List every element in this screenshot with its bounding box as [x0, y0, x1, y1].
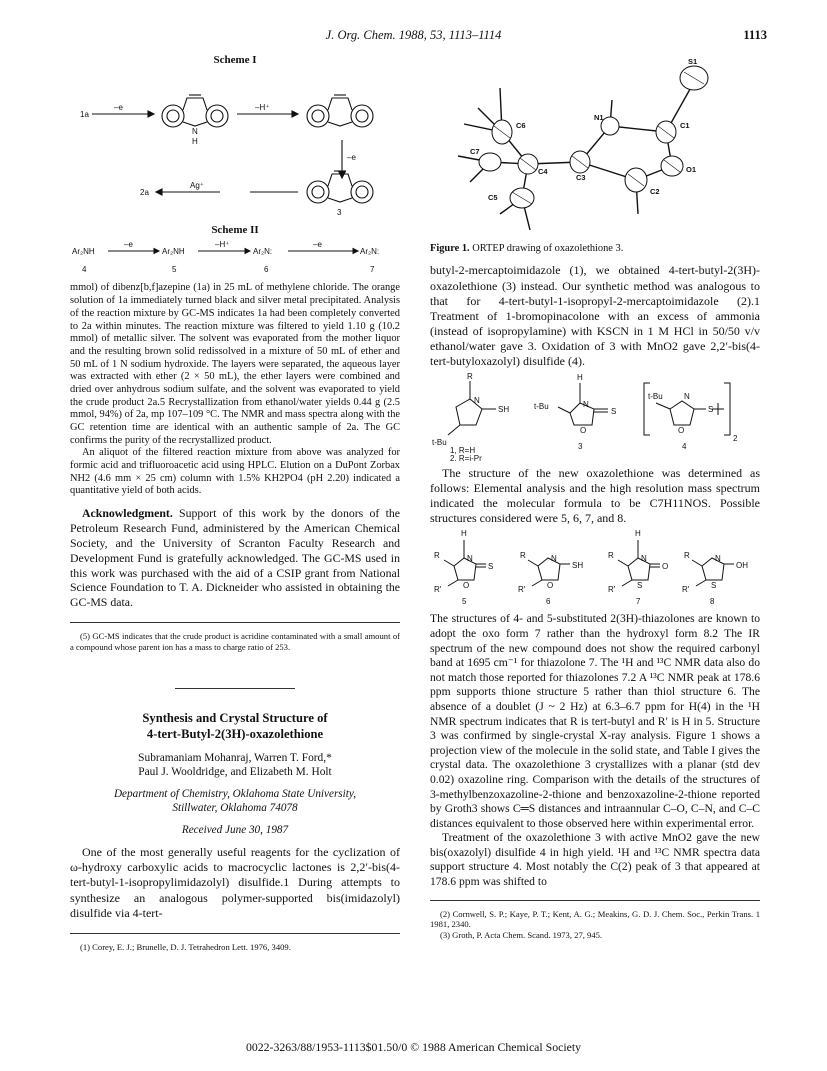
struct-b-n6: N [551, 554, 557, 564]
scheme2-species-5: Ar₂NH [162, 247, 185, 257]
left-column [70, 54, 400, 952]
struct-b-rp6: R′ [518, 585, 526, 595]
label-h: H [192, 136, 198, 146]
scheme-2-drawing [70, 238, 400, 278]
struct-a-r: R [467, 372, 473, 382]
acknowledgment-body: Support of this work by the donors of the Petroleum Research Fund, administered by the American Chemical Society, and the University of Scranton Faculty Research and Development Fund is gratefully acknowledged. The GC-MS used in this work was purchased with the aid of a CSIP grant from National Science Foundation to T. A. Dickneider who assisted in obtaining the GC-MS data. [70, 506, 400, 610]
footnote-2: (2) Cornwell, S. P.; Kaye, P. T.; Kent, A. G.; Meakins, G. D. J. Chem. Soc., Perkin Trans. 1 1981, 2340. [430, 908, 760, 930]
struct-a-lab1: 1, R=H [450, 446, 476, 456]
footnote-rule-2 [70, 933, 400, 934]
right-paragraph-2: The structure of the new oxazolethione was determined as follows: Elemental analysis and the high resolution mass spectrum indicated the molecular formula to be C7H11NOS. Possible structures considered were 5, 6, 7, and 8. [430, 465, 760, 525]
page-header [0, 28, 827, 44]
scheme-1-drawing [70, 68, 400, 218]
article-separator [175, 688, 295, 689]
footnote-rule [70, 622, 400, 623]
scheme2-arrow-label-2: –H⁺ [215, 240, 230, 250]
right-paragraph-1: butyl-2-mercaptoimidazole (1), we obtained 4-tert-butyl-2(3H)-oxazolethione (3) instead. Our synthetic method was analogous to that for 4-tert-butyl-1-isopropyl-2-mercaptoimidazole (2).1 Treatment of 1-bromopinacolone with an excess of ammonia (instead of isopropylamine) with KSCN in 1 M HCl in 50/50 v/v ethanol/water gave 3. Oxidation of 3 with MnO2 gave 2,2′-bis(4-tert-butyloxazolyl) disulfide (4). [430, 263, 760, 369]
scheme2-number-4: 4 [82, 265, 87, 275]
struct-b-o5: O [463, 581, 470, 591]
received-date: Received June 30, 1987 [181, 824, 289, 837]
struct-a-sub2: 2 [733, 434, 738, 444]
struct-a-tbu-4: t-Bu [648, 392, 663, 402]
figure-1-caption [430, 242, 760, 255]
struct-b-oh8: OH [736, 561, 748, 571]
struct-b-n7: N [641, 554, 647, 564]
scheme2-species-4: Ar₂NH [72, 247, 95, 257]
scheme2-number-6: 6 [264, 265, 269, 275]
article-title-line-1: Synthesis and Crystal Structure of [142, 711, 328, 726]
intro-paragraph: One of the most generally useful reagents for the cyclization of ω-hydroxy carboxylic acids to macrocyclic lactones is 2,2′-bis(4-tert-butyl-1-isopropylimidazolyl) disulfide.1 During attempts to synthesize an analogous polymer-supported bis(imidazolyl) disulfide via 4-tert- [70, 845, 400, 920]
struct-b-r8: R [684, 551, 690, 561]
atom-label-c5: C5 [488, 193, 498, 202]
atom-label-n1: N1 [594, 113, 604, 122]
struct-a-tbu-1: t-Bu [432, 438, 447, 448]
atom-label-c1: C1 [680, 121, 690, 130]
atom-label-c7: C7 [470, 147, 480, 156]
struct-a-lab2: 2, R=i-Pr [450, 454, 482, 462]
figure-1-ortep-drawing [430, 54, 760, 234]
left-paragraph-2: An aliquot of the filtered reaction mixture from above was analyzed for formic acid and trifluoroacetic acid using HPLC. Elution on a DuPont Zorbax NH2 (4.6 mm × 25 cm) column with 1.5% KH2PO4 (pH 2.20) indicated a quantitative yield of both acids. [70, 447, 400, 497]
right-paragraph-3: The structures of 4- and 5-substituted 2(3H)-thiazolones are known to adopt the oxo form 7 rather than the hydroxyl form 8.2 The IR spectrum of the new compound does not show the required carbonyl band at 1695 cm⁻¹ for thiazolone 7. The ¹H and ¹³C NMR data also do not match those reported for thiazolones 7.2 A ¹³C NMR peak at 178.6 ppm supports thione structure 5 rather than thiol structure 6. The absence of a doublet (J ~ 2 Hz) at 6.3–6.7 ppm for H(4) in the ¹H NMR spectrum indicates that R is tert-butyl and R′ is H in 5. Structure 3 was confirmed by single-crystal X-ray analysis. Figure 1 shows a projection view of the molecule in the solid state, and Table I gives the crystal data. The oxazolethione 3 crystallizes with a planar (std dev 0.02) oxazoline ring. Comparison with the details of the structures of 3-methylbenzoxazoline-2-thione and benzoxazoline-2-thione reported by Groth3 shows C═S distances and intraannular C–O, C–N, and C–C distances equivalent to those observed here within experimental error. [430, 612, 760, 830]
structures-1-4 [430, 369, 760, 461]
struct-b-s7: S [637, 581, 643, 591]
struct-b-num8: 8 [710, 597, 715, 607]
struct-a-n4: N [684, 392, 690, 402]
struct-b-o6: O [547, 581, 554, 591]
scheme2-species-7: Ar₂N: [360, 247, 380, 257]
struct-a-s4: S [708, 405, 714, 415]
structures-5-8 [430, 526, 760, 608]
atom-label-o1: O1 [686, 165, 697, 174]
struct-a-n3: N [583, 400, 589, 410]
struct-b-s8: S [711, 581, 717, 591]
struct-a-s3: S [611, 407, 617, 417]
footnote-5: (5) GC-MS indicates that the crude product is acridine contaminated with a small amount of a compound whose parent ion has a mass to charge ratio of 253. [70, 631, 400, 652]
affiliation-line-2: Stillwater, Oklahoma 74078 [172, 802, 298, 815]
footnote-rule-3 [430, 900, 760, 901]
struct-a-n1: N [474, 396, 480, 406]
arrow-label-h1: –H⁺ [255, 102, 270, 112]
struct-b-n5: N [467, 554, 473, 564]
scheme2-arrow-label-1: –e [124, 240, 133, 250]
atom-label-c4: C4 [538, 167, 548, 176]
struct-b-num6: 6 [546, 597, 551, 607]
struct-a-sh: SH [498, 405, 510, 415]
struct-b-sh6: SH [572, 561, 584, 571]
scheme2-arrow-label-3: –e [313, 240, 322, 250]
struct-b-rp7: R′ [608, 585, 616, 595]
scheme-2-title: Scheme II [211, 224, 259, 237]
struct-b-o7: O [662, 562, 669, 572]
label-2a: 2a [140, 187, 149, 197]
struct-b-rp8: R′ [682, 585, 690, 595]
struct-b-num5: 5 [462, 597, 467, 607]
footnote-3: (3) Groth, P. Acta Chem. Scand. 1973, 27, 945. [440, 929, 603, 940]
scheme2-species-6: Ar₂N: [253, 247, 273, 257]
struct-b-h5: H [461, 529, 467, 539]
arrow-label-e2: –e [347, 152, 356, 162]
struct-b-n8: N [715, 554, 721, 564]
scheme2-number-7: 7 [370, 265, 375, 275]
figure-1-caption-head: Figure 1. [430, 243, 470, 255]
struct-a-num4: 4 [682, 442, 687, 452]
acknowledgment [70, 506, 400, 610]
journal-citation: J. Org. Chem. 1988, 53, 1113–1114 [325, 28, 502, 42]
struct-b-r7: R [608, 551, 614, 561]
article-title-line-2: 4-tert-Butyl-2(3H)-oxazolethione [146, 726, 324, 741]
scheme-1-title: Scheme I [213, 54, 257, 66]
acknowledgment-heading: Acknowledgment. [82, 506, 173, 521]
page-footer: 0022-3263/88/1953-1113$01.50/0 © 1988 American Chemical Society [245, 1040, 582, 1054]
arrow-label-ag: Ag⁺ [190, 180, 205, 190]
struct-a-o3: O [580, 426, 587, 436]
struct-b-rp5: R′ [434, 585, 442, 595]
struct-a-num3: 3 [578, 442, 583, 452]
label-3: 3 [337, 207, 342, 217]
struct-a-tbu-3: t-Bu [534, 402, 549, 412]
atom-label-c3: C3 [576, 173, 586, 182]
footnote-1: (1) Corey, E. J.; Brunelle, D. J. Tetrahedron Lett. 1976, 3409. [80, 941, 291, 952]
struct-b-num7: 7 [636, 597, 641, 607]
right-column [430, 54, 760, 940]
figure-1-caption-body: ORTEP drawing of oxazolethione 3. [472, 243, 624, 255]
right-paragraph-4: Treatment of the oxazolethione 3 with active MnO2 gave the new bis(oxazolyl) disulfide 4 in high yield. ¹H and ¹³C NMR spectra data support structure 4. Most notably the C(2) peak of 3 that appeared at 178.6 ppm was shifted to [430, 831, 760, 889]
left-paragraph-1: mmol) of dibenz[b,f]azepine (1a) in 25 mL of methylene chloride. The orange solution of 1a immediately turned black and silver metal precipitated. Analysis of the reaction mixture by GC-MS indicates 1a had been completely converted to 2a within minutes. The reaction mixture was filtered to yield 1.10 g (10.2 mmol) of metallic silver. The solvent was evaporated from the mother liquor and the resulting brown solid redissolved in a mixture of 50 mL of ether and 50 mL of 1 N sodium hydroxide. The layers were separated, the aqueous layer was extracted with ether (2 × 50 mL), the ether layers were combined and dried over anhydrous sodium sulfate, and the solvent was evaporated to yield the crude product 2a.5 Recrystallization from ethanol/water yields 0.44 g (2.5 mmol, 94%) of 2a, mp 107–109 °C. The NMR and mass spectra along with the GC retention time are identical with an authentic sample of 2a. The GC confirms the purity of the recrystallized product. [70, 282, 400, 446]
scheme2-number-5: 5 [172, 265, 177, 275]
authors-line-2: Paul J. Wooldridge, and Elizabeth M. Holt [138, 765, 332, 778]
page-number: 1113 [743, 28, 767, 42]
struct-a-h: H [577, 373, 583, 383]
label-1a: 1a [80, 109, 89, 119]
atom-label-c2: C2 [650, 187, 660, 196]
affiliation-line-1: Department of Chemistry, Oklahoma State University, [113, 788, 357, 801]
struct-b-r5: R [434, 551, 440, 561]
struct-b-s5: S [488, 562, 494, 572]
authors-line-1: Subramaniam Mohanraj, Warren T. Ford,* [138, 751, 332, 764]
struct-b-r6: R [520, 551, 526, 561]
atom-label-c6: C6 [516, 121, 526, 130]
label-nh: N [192, 126, 198, 136]
arrow-label-e1: –e [114, 102, 123, 112]
struct-b-h7: H [635, 529, 641, 539]
atom-label-s1: S1 [688, 57, 698, 66]
struct-a-o4: O [678, 426, 685, 436]
